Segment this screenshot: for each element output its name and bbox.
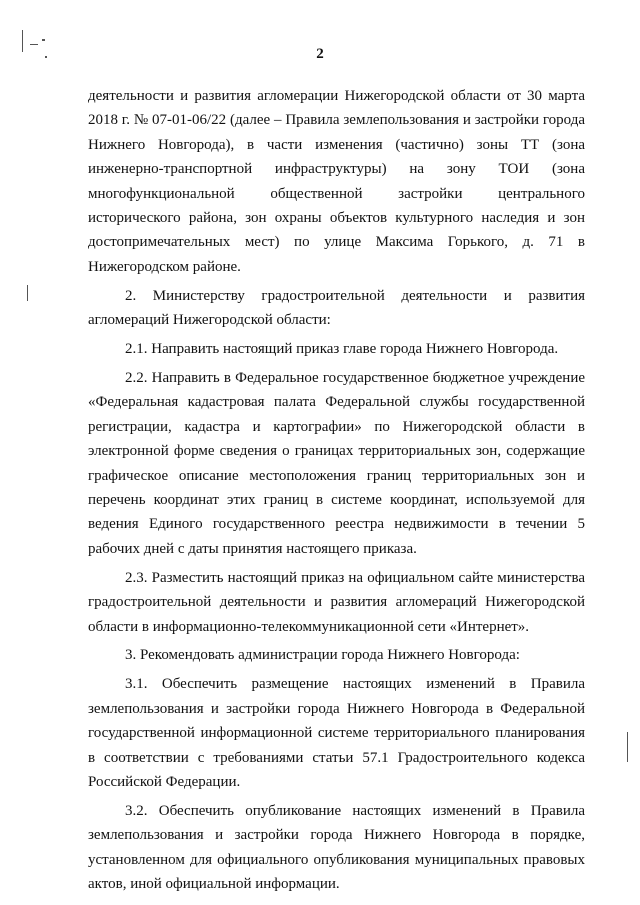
document-body bbox=[88, 84, 585, 897]
scan-mark bbox=[22, 30, 23, 52]
page-number: 2 bbox=[316, 46, 324, 62]
scan-mark bbox=[30, 44, 38, 45]
paragraph-intro-continuation: деятельности и развития агломерации Нижегородской области от 30 марта 2018 г. № 07-01-06/22 (далее – Правила землепользования и застройки города Нижнего Новгорода), в части изменения (частично) зоны ТТ (зона инженерно-транспортной инфраструктуры) на зону ТОИ (зона многофункциональной общественной застройки центрального исторического района, зон охраны объектов культурного наследия и зон достопримечательных мест) по улице Максима Горького, д. 71 в Нижегородском районе. bbox=[88, 88, 585, 275]
paragraph-item-2-1: 2.1. Направить настоящий приказ главе города Нижнего Новгорода. bbox=[125, 341, 559, 358]
paragraph-item-3-2: 3.2. Обеспечить опубликование настоящих изменений в Правила землепользования и застройки города Нижнего Новгорода в порядке, установленном для официального опубликования муниципальных правовых актов, иной официальной информации. bbox=[88, 802, 585, 893]
paragraph-item-3-1: 3.1. Обеспечить размещение настоящих изменений в Правила землепользования и застройки города Нижнего Новгорода в Федеральной государственной информационной системе территориального планирования в соответствии с требованиями статьи 57.1 Градостроительного кодекса Российской Федерации. bbox=[88, 676, 585, 790]
paragraph-item-2-2: 2.2. Направить в Федеральное государственное бюджетное учреждение «Федеральная кадастровая палата Федеральной службы государственной регистрации, кадастра и картографии» по Нижегородской области в электронной форме сведения о границах территориальных зон, содержащие графическое описание местоположения границ территориальных зон и перечень координат этих границ в системе координат, используемой для ведения Единого государственного реестра недвижимости в течении 5 рабочих дней с даты принятия настоящего приказа. bbox=[88, 369, 585, 557]
paragraph-item-2-3: 2.3. Разместить настоящий приказ на официальном сайте министерства градостроительной деятельности и развития агломераций Нижегородской области в информационно-телекоммуникационной сети «Интернет». bbox=[88, 569, 585, 635]
paragraph-item-3: 3. Рекомендовать администрации города Нижнего Новгорода: bbox=[125, 647, 520, 664]
scan-mark bbox=[42, 39, 45, 41]
scan-mark bbox=[627, 732, 628, 762]
paragraph-item-2: 2. Министерству градостроительной деятельности и развития агломераций Нижегородской области: bbox=[88, 287, 585, 329]
scan-mark bbox=[27, 285, 28, 301]
scan-mark bbox=[45, 56, 47, 58]
